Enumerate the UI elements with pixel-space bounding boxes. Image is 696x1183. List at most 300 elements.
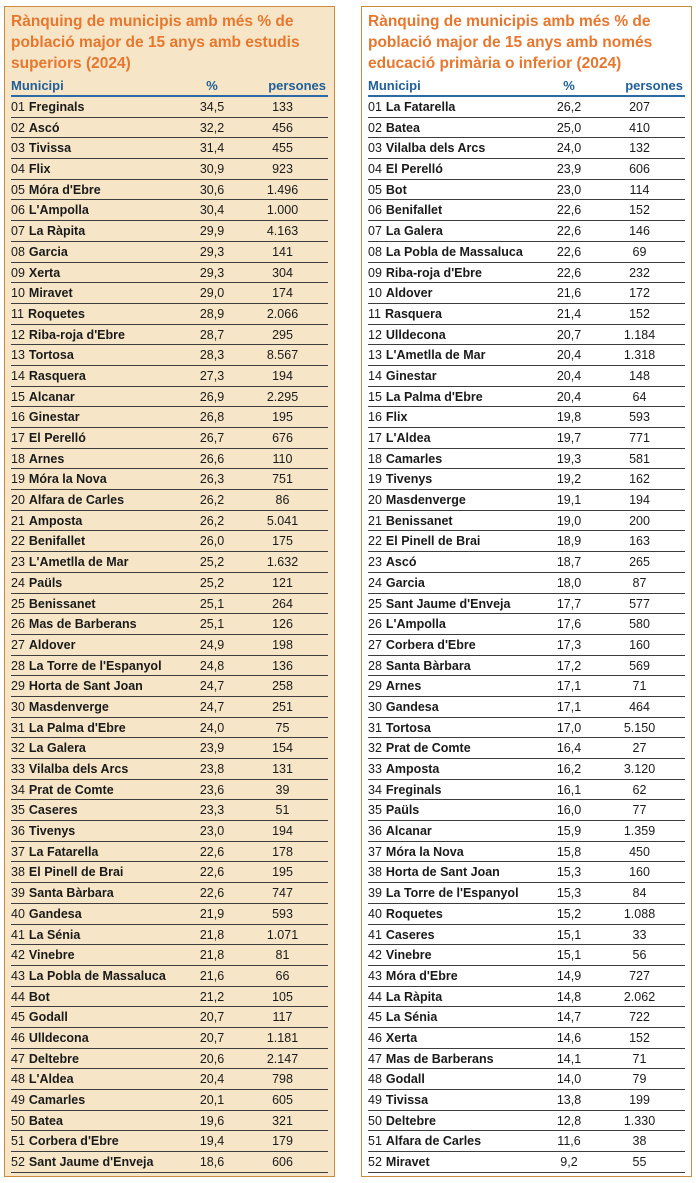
persones-cell: 77 xyxy=(632,803,647,818)
rank-number: 28 xyxy=(368,658,382,673)
municipi-cell xyxy=(368,925,544,945)
persones-cell: 581 xyxy=(629,451,650,466)
pct-cell: 24,0 xyxy=(199,720,225,735)
table-row xyxy=(11,573,328,594)
municipi-cell xyxy=(11,945,187,965)
municipi-cell xyxy=(368,304,544,324)
persones-cell: 580 xyxy=(629,617,650,632)
table-row xyxy=(11,987,328,1008)
persones-cell: 66 xyxy=(275,968,290,983)
table-row xyxy=(368,635,685,656)
persones-cell: 1.181 xyxy=(266,1030,299,1045)
municipi-name: La Sénia xyxy=(385,1010,438,1025)
municipi-cell xyxy=(368,987,544,1007)
municipi-name: Tivenys xyxy=(385,472,433,487)
persones-cell: 71 xyxy=(632,1051,647,1066)
municipi-name: La Pobla de Massaluca xyxy=(28,968,166,983)
municipi-name: Roquetes xyxy=(27,306,85,321)
municipi-name: Tivissa xyxy=(385,1093,429,1107)
municipi-cell xyxy=(368,97,544,117)
municipi-name: Alcanar xyxy=(28,389,75,404)
rank-number: 29 xyxy=(11,679,25,694)
municipi-cell xyxy=(368,656,544,676)
municipi-name: Amposta xyxy=(385,762,440,776)
column-header-pct: % xyxy=(206,78,218,93)
table-row xyxy=(368,1152,685,1173)
rank-number: 46 xyxy=(11,1030,25,1045)
panel-title: Rànquing de municipis amb més % de població major de 15 anys amb només educació primària o inferior (2024) xyxy=(368,13,653,72)
municipi-name: Deltebre xyxy=(28,1051,79,1066)
municipi-name: Sant Jaume d'Enveja xyxy=(385,596,511,611)
rank-number: 32 xyxy=(368,741,382,756)
pct-cell: 26,8 xyxy=(199,410,225,425)
municipi-cell xyxy=(368,1007,544,1027)
persones-cell: 1.359 xyxy=(623,824,656,839)
table-row xyxy=(11,594,328,615)
municipi-name: La Ràpita xyxy=(385,989,443,1004)
municipi-cell xyxy=(11,883,187,903)
table-row xyxy=(11,221,328,242)
pct-cell: 28,9 xyxy=(199,306,225,321)
municipi-cell xyxy=(368,221,544,241)
persones-cell: 51 xyxy=(275,803,290,818)
pct-cell: 22,6 xyxy=(556,244,582,259)
ranking-panel-primary-education xyxy=(361,6,692,1177)
municipi-cell xyxy=(368,1049,544,1069)
municipi-name: L'Ampolla xyxy=(385,617,446,632)
rank-number: 23 xyxy=(11,555,25,570)
table-row xyxy=(11,345,328,366)
persones-cell: 798 xyxy=(272,1072,293,1087)
pct-cell: 17,0 xyxy=(556,720,582,735)
pct-cell: 16,4 xyxy=(556,741,582,756)
municipi-name: La Palma d'Ebre xyxy=(385,389,483,404)
rank-number: 07 xyxy=(11,224,25,239)
pct-cell: 16,1 xyxy=(556,782,582,797)
rank-number: 22 xyxy=(11,534,25,549)
rank-number: 04 xyxy=(11,162,25,177)
municipi-name: La Galera xyxy=(28,741,86,756)
table-row xyxy=(368,490,685,511)
rank-number: 26 xyxy=(368,617,382,632)
municipi-cell xyxy=(368,366,544,386)
table-row xyxy=(368,800,685,821)
rank-number: 24 xyxy=(368,575,382,590)
municipi-name: Godall xyxy=(385,1072,425,1087)
rank-number: 21 xyxy=(368,513,382,528)
pct-cell: 19,2 xyxy=(556,472,582,487)
rank-number: 37 xyxy=(11,844,25,859)
municipi-name: Tivissa xyxy=(28,141,72,156)
municipi-name: Vinebre xyxy=(385,948,432,963)
municipi-name: Vinebre xyxy=(28,948,75,963)
rank-number: 48 xyxy=(11,1072,25,1087)
municipi-cell xyxy=(11,1111,187,1131)
rank-number: 28 xyxy=(11,658,25,673)
persones-cell: 2.147 xyxy=(266,1051,299,1066)
table-row xyxy=(11,821,328,842)
table-row xyxy=(11,759,328,780)
rank-number: 42 xyxy=(368,948,382,963)
persones-cell: 79 xyxy=(632,1072,647,1087)
column-header-municipi: Municipi xyxy=(11,78,64,93)
pct-cell: 23,8 xyxy=(199,762,225,776)
table-row xyxy=(11,925,328,946)
rank-number: 20 xyxy=(368,493,382,508)
pct-cell: 22,6 xyxy=(556,265,582,280)
persones-cell: 33 xyxy=(632,927,647,942)
rank-number: 30 xyxy=(368,699,382,714)
municipi-name: Santa Bàrbara xyxy=(385,658,471,673)
persones-cell: 172 xyxy=(629,286,650,301)
municipi-name: Miravet xyxy=(28,286,73,301)
table-row xyxy=(11,511,328,532)
pct-cell: 22,6 xyxy=(199,844,225,859)
table-row xyxy=(11,635,328,656)
table-row xyxy=(368,366,685,387)
municipi-cell xyxy=(11,676,187,696)
municipi-name: La Fatarella xyxy=(385,100,456,114)
table-row xyxy=(11,97,328,118)
municipi-name: Tortosa xyxy=(28,348,74,363)
table-row xyxy=(368,676,685,697)
table-row xyxy=(11,242,328,263)
municipi-cell xyxy=(11,1090,187,1110)
pct-cell: 17,2 xyxy=(556,658,582,673)
municipi-name: Xerta xyxy=(28,265,61,280)
rank-number: 30 xyxy=(11,699,25,714)
municipi-name: Ascó xyxy=(385,555,417,570)
table-row xyxy=(11,469,328,490)
municipi-name: El Pinell de Brai xyxy=(28,865,124,880)
table-row xyxy=(11,387,328,408)
municipi-cell xyxy=(11,469,187,489)
pct-cell: 18,9 xyxy=(556,534,582,549)
pct-cell: 22,6 xyxy=(199,865,225,880)
persones-cell: 2.066 xyxy=(266,306,299,321)
municipi-name: Vilalba dels Arcs xyxy=(28,762,129,776)
rank-number: 35 xyxy=(11,803,25,818)
municipi-cell xyxy=(368,718,544,738)
municipi-name: Ascó xyxy=(28,120,60,135)
municipi-name: Flix xyxy=(28,162,51,177)
municipi-name: La Pobla de Massaluca xyxy=(385,244,523,259)
table-row xyxy=(368,738,685,759)
table-row xyxy=(11,407,328,428)
table-header xyxy=(368,77,685,97)
rank-number: 17 xyxy=(368,431,382,445)
municipi-cell xyxy=(368,738,544,758)
municipi-cell xyxy=(11,345,187,365)
municipi-name: Paüls xyxy=(28,575,63,590)
pct-cell: 26,6 xyxy=(199,451,225,466)
rank-number: 48 xyxy=(368,1072,382,1087)
rank-number: 16 xyxy=(368,410,382,425)
municipi-cell xyxy=(11,1152,187,1172)
persones-cell: 456 xyxy=(272,120,293,135)
persones-cell: 410 xyxy=(629,120,650,135)
persones-cell: 450 xyxy=(629,844,650,859)
rank-number: 19 xyxy=(11,472,25,487)
table-row xyxy=(11,614,328,635)
municipi-cell xyxy=(368,118,544,138)
pct-cell: 29,0 xyxy=(199,286,225,301)
persones-cell: 160 xyxy=(629,637,650,652)
pct-cell: 26,0 xyxy=(199,534,225,549)
municipi-cell xyxy=(368,800,544,820)
table-row xyxy=(368,325,685,346)
pct-cell: 11,6 xyxy=(557,1134,581,1149)
rank-number: 02 xyxy=(368,120,382,135)
municipi-cell xyxy=(11,511,187,531)
municipi-name: Móra d'Ebre xyxy=(385,968,458,983)
table-row xyxy=(11,1090,328,1111)
persones-cell: 464 xyxy=(629,699,650,714)
table-row xyxy=(368,862,685,883)
rank-number: 10 xyxy=(368,286,382,301)
persones-cell: 56 xyxy=(632,948,647,963)
persones-cell: 593 xyxy=(629,410,650,425)
table-row xyxy=(11,138,328,159)
municipi-cell xyxy=(11,573,187,593)
persones-cell: 178 xyxy=(272,844,293,859)
municipi-cell xyxy=(368,594,544,614)
persones-cell: 1.071 xyxy=(266,927,299,942)
table-row xyxy=(368,97,685,118)
municipi-cell xyxy=(368,180,544,200)
municipi-name: Benissanet xyxy=(28,596,96,611)
pct-cell: 14,0 xyxy=(556,1072,582,1087)
table-row xyxy=(368,759,685,780)
rank-number: 15 xyxy=(11,389,25,404)
table-row xyxy=(368,842,685,863)
municipi-name: Garcia xyxy=(28,244,68,259)
rank-number: 26 xyxy=(11,617,25,632)
municipi-name: Arnes xyxy=(385,679,422,694)
rank-number: 47 xyxy=(368,1051,382,1066)
table-row xyxy=(11,1152,328,1173)
municipi-name: Horta de Sant Joan xyxy=(385,865,500,880)
pct-cell: 25,2 xyxy=(199,555,225,570)
municipi-cell xyxy=(368,821,544,841)
persones-cell: 160 xyxy=(629,865,650,880)
table-row xyxy=(368,925,685,946)
persones-cell: 55 xyxy=(632,1155,647,1170)
municipi-name: Móra la Nova xyxy=(28,472,107,487)
persones-cell: 232 xyxy=(629,265,650,280)
municipi-cell xyxy=(368,904,544,924)
rank-number: 06 xyxy=(11,203,25,218)
rank-number: 29 xyxy=(368,679,382,694)
column-header-persones: persones xyxy=(625,78,683,93)
municipi-cell xyxy=(368,263,544,283)
rank-number: 50 xyxy=(11,1113,25,1128)
rank-number: 34 xyxy=(11,782,25,797)
municipi-cell xyxy=(368,531,544,551)
municipi-cell xyxy=(368,1028,544,1048)
rank-number: 27 xyxy=(11,637,25,652)
rank-number: 51 xyxy=(368,1134,382,1149)
rank-number: 19 xyxy=(368,472,382,487)
pct-cell: 19,8 xyxy=(556,410,582,425)
rank-number: 14 xyxy=(368,368,382,383)
table-row xyxy=(368,1111,685,1132)
municipi-name: Alcanar xyxy=(385,824,432,839)
table-row xyxy=(11,118,328,139)
persones-cell: 152 xyxy=(629,1030,650,1045)
municipi-name: Garcia xyxy=(385,575,425,590)
pct-cell: 21,8 xyxy=(199,948,225,963)
municipi-cell xyxy=(368,883,544,903)
persones-cell: 174 xyxy=(272,286,293,301)
municipi-name: Alfara de Carles xyxy=(28,493,125,508)
municipi-cell xyxy=(11,531,187,551)
table-row xyxy=(11,1069,328,1090)
municipi-cell xyxy=(11,862,187,882)
table-row xyxy=(368,511,685,532)
rank-number: 33 xyxy=(11,762,25,776)
rank-number: 31 xyxy=(368,720,382,735)
municipi-name: Horta de Sant Joan xyxy=(28,679,143,694)
municipi-name: La Torre de l'Espanyol xyxy=(385,886,519,901)
pct-cell: 32,2 xyxy=(199,120,225,135)
municipi-name: Masdenverge xyxy=(385,493,466,508)
pct-cell: 20,1 xyxy=(199,1093,225,1107)
municipi-cell xyxy=(11,180,187,200)
persones-cell: 727 xyxy=(629,968,650,983)
pct-cell: 25,2 xyxy=(199,575,225,590)
table-row xyxy=(368,987,685,1008)
municipi-name: Flix xyxy=(385,410,408,425)
persones-cell: 84 xyxy=(632,886,647,901)
municipi-cell xyxy=(11,387,187,407)
table-row xyxy=(11,1049,328,1070)
pct-cell: 23,3 xyxy=(199,803,225,818)
municipi-name: Benifallet xyxy=(385,203,443,218)
table-row xyxy=(11,180,328,201)
persones-cell: 154 xyxy=(272,741,293,756)
municipi-name: Riba-roja d'Ebre xyxy=(385,265,482,280)
municipi-cell xyxy=(368,573,544,593)
municipi-cell xyxy=(11,1049,187,1069)
persones-cell: 69 xyxy=(632,244,647,259)
rank-number: 38 xyxy=(368,865,382,880)
municipi-name: L'Aldea xyxy=(385,431,431,445)
rank-number: 18 xyxy=(11,451,25,466)
municipi-name: Prat de Comte xyxy=(28,782,114,797)
municipi-name: La Palma d'Ebre xyxy=(28,720,126,735)
persones-cell: 747 xyxy=(272,886,293,901)
municipi-cell xyxy=(368,469,544,489)
municipi-name: Corbera d'Ebre xyxy=(28,1134,119,1149)
persones-cell: 606 xyxy=(272,1155,293,1170)
municipi-cell xyxy=(11,138,187,158)
municipi-name: Paüls xyxy=(385,803,420,818)
persones-cell: 162 xyxy=(629,472,650,487)
pct-cell: 22,6 xyxy=(556,203,582,218)
pct-cell: 26,2 xyxy=(199,513,225,528)
table-row xyxy=(11,904,328,925)
pct-cell: 30,4 xyxy=(199,203,225,218)
pct-cell: 14,1 xyxy=(556,1051,582,1066)
table-row xyxy=(368,1090,685,1111)
rank-number: 47 xyxy=(11,1051,25,1066)
pct-cell: 21,2 xyxy=(199,989,225,1004)
rank-number: 08 xyxy=(11,244,25,259)
municipi-name: Móra d'Ebre xyxy=(28,182,101,197)
municipi-cell xyxy=(368,345,544,365)
pct-cell: 15,1 xyxy=(556,927,582,942)
municipi-cell xyxy=(11,366,187,386)
pct-cell: 29,9 xyxy=(199,224,225,239)
rank-number: 33 xyxy=(368,762,382,776)
rank-number: 11 xyxy=(368,306,381,321)
table-row xyxy=(368,304,685,325)
municipi-cell xyxy=(11,780,187,800)
municipi-name: L'Ametlla de Mar xyxy=(28,555,129,570)
municipi-cell xyxy=(11,614,187,634)
rank-number: 39 xyxy=(368,886,382,901)
municipi-cell xyxy=(11,966,187,986)
rank-number: 51 xyxy=(11,1134,25,1149)
municipi-name: Caseres xyxy=(385,927,435,942)
rank-number: 45 xyxy=(368,1010,382,1025)
pct-cell: 22,6 xyxy=(199,886,225,901)
pct-cell: 14,8 xyxy=(556,989,582,1004)
persones-cell: 8.567 xyxy=(266,348,299,363)
pct-cell: 18,0 xyxy=(556,575,582,590)
municipi-cell xyxy=(11,697,187,717)
persones-cell: 27 xyxy=(632,741,647,756)
persones-cell: 110 xyxy=(272,451,293,466)
municipi-cell xyxy=(11,1028,187,1048)
rank-number: 20 xyxy=(11,493,25,508)
rank-number: 06 xyxy=(368,203,382,218)
persones-cell: 2.062 xyxy=(623,989,656,1004)
persones-cell: 2.295 xyxy=(266,389,299,404)
table-row xyxy=(11,862,328,883)
table-row xyxy=(11,490,328,511)
rank-number: 52 xyxy=(11,1155,25,1170)
persones-cell: 295 xyxy=(272,327,293,342)
municipi-name: Camarles xyxy=(28,1093,86,1107)
pct-cell: 19,0 xyxy=(556,513,582,528)
rank-number: 03 xyxy=(368,141,382,156)
rank-number: 07 xyxy=(368,224,382,239)
municipi-name: Freginals xyxy=(28,100,85,114)
rank-number: 09 xyxy=(368,265,382,280)
rank-number: 50 xyxy=(368,1113,382,1128)
municipi-cell xyxy=(11,263,187,283)
persones-cell: 121 xyxy=(272,575,293,590)
municipi-name: El Pinell de Brai xyxy=(385,534,481,549)
municipi-name: Bot xyxy=(28,989,50,1004)
persones-cell: 81 xyxy=(275,948,290,963)
persones-cell: 141 xyxy=(272,244,293,259)
table-row xyxy=(11,366,328,387)
rank-number: 05 xyxy=(368,182,382,197)
municipi-cell xyxy=(11,97,187,117)
table-row xyxy=(368,966,685,987)
pct-cell: 15,3 xyxy=(556,865,582,880)
rank-number: 36 xyxy=(11,824,25,839)
municipi-name: Miravet xyxy=(385,1155,430,1170)
municipi-name: Aldover xyxy=(385,286,433,301)
table-row xyxy=(11,552,328,573)
rank-number: 43 xyxy=(11,968,25,983)
municipi-cell xyxy=(368,283,544,303)
municipi-cell xyxy=(11,159,187,179)
